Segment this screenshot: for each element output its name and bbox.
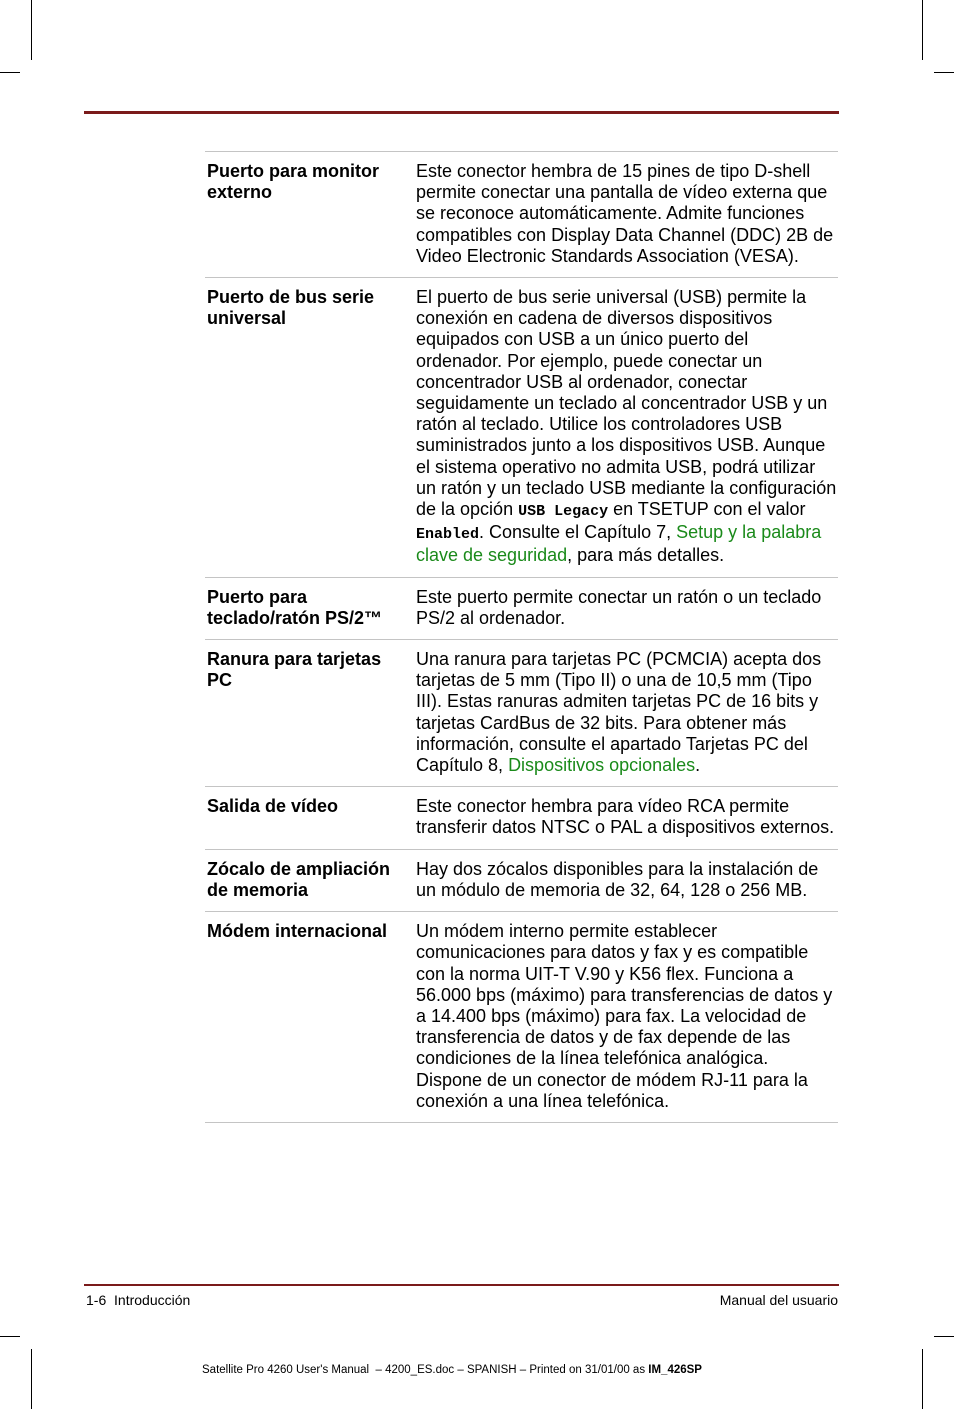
spec-table [205,151,838,1123]
print-code: IM_426SP [648,1364,702,1376]
row-description: Hay dos zócalos disponibles para la instalación de un módulo de memoria de 32, 64, 128 o 256 MB. [416,858,819,900]
crop-mark [934,72,954,73]
row-term: Módem internacional [207,921,388,942]
row-term: Salida de vídeo [207,796,339,817]
row-term: Zócalo de ampliación de memoria [207,858,391,900]
table-row [205,277,838,577]
crop-mark [922,0,923,60]
crop-mark [31,0,32,60]
table-row [205,151,838,277]
table-row [205,577,838,639]
row-term: Puerto de bus serie universal [207,287,375,329]
row-term: Puerto para teclado/ratón PS/2™ [207,586,383,628]
footer-page-label: 1-6 Introducción [86,1292,191,1308]
crop-mark [922,1349,923,1409]
footer-manual-title: Manual del usuario [719,1292,838,1308]
row-description: Este puerto permite conectar un ratón o un teclado PS/2 al ordenador. [416,586,822,628]
footer-rule [84,1284,839,1286]
table-row [205,639,838,786]
row-description: Este conector hembra para vídeo RCA permite transferir datos NTSC o PAL a dispositivos externos. [416,796,835,838]
row-description: Este conector hembra de 15 pines de tipo D-shell permite conectar una pantalla de vídeo externa que se reconoce automáticamente. Admite funciones compatibles con Display Data Channel (DDC) 2B de Video Electronic Standards Association (VESA). [416,161,834,266]
link-setup-chapter[interactable]: Setup y la palabra clave de seguridad [416,522,822,566]
crop-mark [0,1336,20,1337]
crop-mark [0,72,20,73]
row-description: Una ranura para tarjetas PC (PCMCIA) acepta dos tarjetas de 5 mm (Tipo II) o una de 10,5 mm (Tipo III). Estas ranuras admiten tarjetas PC de 16 bits y tarjetas CardBus de 32 bits. Para obtener más información, consulte el apartado Tarjetas PC del Capítulo 8, Dispositivos opcionales. [416,649,822,776]
header-rule [84,111,839,114]
table-row [205,786,838,848]
row-term: Puerto para monitor externo [207,161,380,203]
code-usb-legacy: USB Legacy [518,503,609,521]
row-term: Ranura para tarjetas PC [207,649,382,691]
table-row [205,911,838,1123]
crop-mark [31,1349,32,1409]
row-description: Un módem interno permite establecer comunicaciones para datos y fax y es compatible con la norma UIT-T V.90 y K56 flex. Funciona a 56.000 bps (máximo) para transferencias de datos y a 14.400 bps (máximo) para fax. La velocidad de transferencia de datos y de fax depende de las condiciones de la línea telefónica analógica. Dispone de un conector de módem RJ-11 para la conexión a una línea telefónica. [416,921,833,1111]
row-description: El puerto de bus serie universal (USB) permite la conexión en cadena de diversos dispositivos equipados con USB a un único puerto del ordenador. Por ejemplo, puede conectar un concentrador USB al ordenador, conectar seguidamente un teclado al concentrador USB y un ratón al teclado. Utilice los controladores USB suministrados junto a los dispositivos USB. Aunque el sistema operativo no admita USB, podrá utilizar un ratón y un teclado USB mediante la configuración de la opción USB Legacy en TSETUP con el valor Enabled. Consulte el Capítulo 7, Setup y la palabra clave de seguridad, para más detalles. [416,287,837,566]
link-optional-devices[interactable]: Dispositivos opcionales [508,755,696,776]
code-enabled: Enabled [416,526,480,544]
print-info: Satellite Pro 4260 User's Manual – 4200_ES.doc – SPANISH – Printed on 31/01/00 as IM_426SP [202,1364,702,1376]
crop-mark [934,1336,954,1337]
table-row [205,849,838,911]
